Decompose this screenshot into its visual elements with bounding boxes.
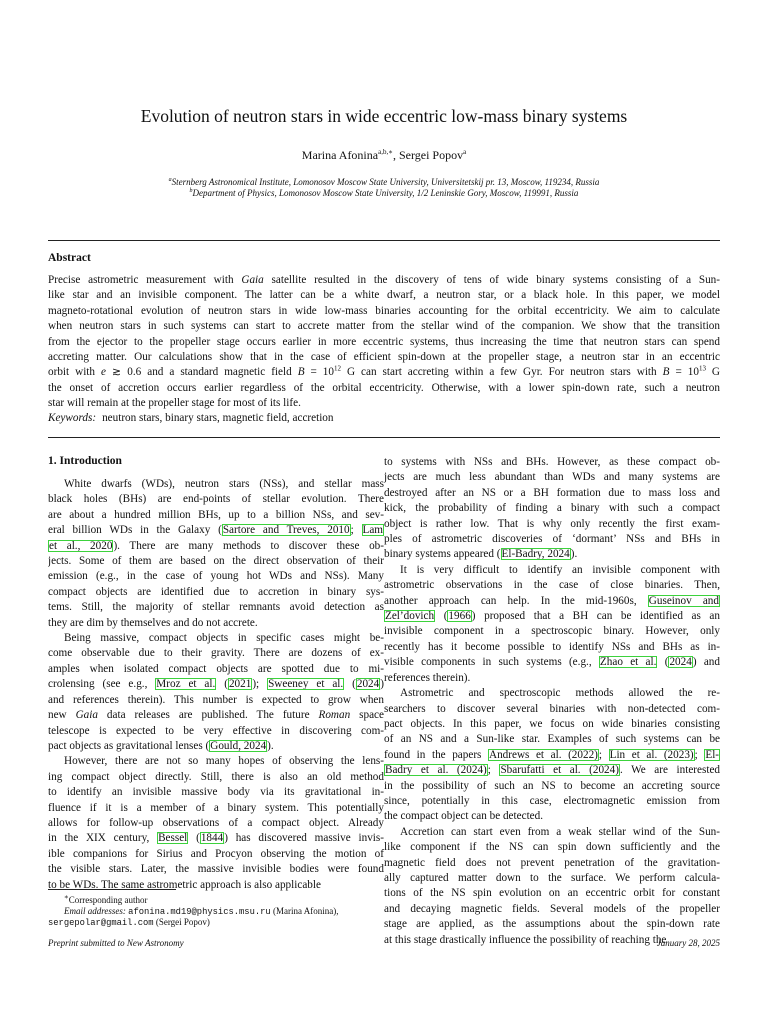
- text-line: It is very difficult to identify an invisible component with: [400, 563, 720, 576]
- citation-link[interactable]: Badry et al. (2024): [385, 764, 487, 777]
- text-line: Being massive, compact objects in specific cases might be-: [64, 632, 384, 645]
- affiliation: [0, 186, 768, 199]
- text-line: destroyed after an NS or a BH formation due to mass loss and: [384, 486, 720, 499]
- text-line: amples when isolated compact objects are spotted due to mi-: [48, 662, 384, 675]
- abstract-top-rule: [48, 240, 720, 241]
- author-marks: a: [463, 148, 467, 156]
- citation-link[interactable]: Guseinov and: [648, 594, 719, 607]
- text-line: and decaying magnetic fields. Several models of the propeller: [384, 902, 720, 915]
- text-line: ible companions for Sirius and Procyon observing the motion of: [48, 847, 384, 860]
- author-name: Marina Afonina: [301, 148, 379, 162]
- footer-preprint: Preprint submitted to New Astronomy: [48, 938, 184, 948]
- abstract-body: [48, 273, 720, 412]
- left-column: [48, 477, 384, 893]
- citation-link[interactable]: Gould, 2024: [210, 739, 267, 752]
- citation-link[interactable]: Sbarufatti et al. (2024): [500, 764, 619, 777]
- footer-date: January 28, 2025: [656, 938, 720, 948]
- text-line: are about a hundred million BHs, up to a billion NSs, and sev-: [48, 508, 384, 521]
- text-line: White dwarfs (WDs), neutron stars (NSs), and stellar mass: [64, 478, 384, 490]
- text-line: searchers to discover several binaries with non-detected com-: [384, 702, 720, 715]
- text-line: fluence if it is a member of a binary system. This potentially: [48, 801, 384, 814]
- citation-link[interactable]: Andrews et al. (2022): [489, 748, 598, 761]
- citation-link[interactable]: El-: [705, 748, 720, 761]
- text-line: allows for follow-up observations of a compact object. Already: [48, 816, 384, 829]
- text-line: recently has it become possible to identify NSs and BHs as in-: [384, 640, 720, 653]
- email-link-popov[interactable]: sergepolar@gmail.com: [48, 918, 154, 928]
- text-line: stage are applied, as the assumptions about the spin-down rate: [384, 918, 720, 931]
- affiliation-mark: a: [168, 177, 172, 183]
- text-line: tions of the NS spin evolution on an eccentric orbit for constant: [384, 887, 720, 900]
- text-line: to systems with NSs and BHs. However, as these compact ob-: [384, 456, 720, 468]
- text-line: the onset of accretion occurs earlier regardless of the orbital eccentricity. Otherwise, with a lower spin-down rate, such a neutron: [48, 381, 720, 394]
- text-line: crolensing (see e.g., Mroz et al. (2021); Sweeney et al. (2024): [48, 678, 384, 691]
- paragraph: [384, 825, 720, 948]
- affiliation-mark: b: [189, 188, 193, 194]
- text-line: the compact object can be detected.: [384, 810, 544, 823]
- citation-link[interactable]: Lam: [362, 524, 384, 537]
- text-line: Precise astrometric measurement with Gaia satellite resulted in the discovery of tens of wide binary systems consisting of a Sun-: [48, 274, 720, 286]
- text-line: the visible stars. Later, the massive invisible bodies were found: [48, 863, 384, 876]
- text-line: ally captured matter down to the surface. We perform calcula-: [384, 871, 720, 884]
- keywords-text: neutron stars, binary stars, magnetic field, accretion: [102, 412, 334, 424]
- text-line: et al., 2020). There are many methods to discover these ob-: [49, 539, 384, 552]
- author-marks: a,b,∗: [378, 148, 393, 156]
- citation-link[interactable]: Sartore and Treves, 2010: [222, 524, 350, 537]
- text-line: new Gaia data releases are published. The future Roman space: [48, 709, 384, 722]
- affiliation-text: Department of Physics, Lomonosov Moscow State University, 1/2 Leninskie Gory, Moscow, 119991, Russia: [192, 188, 579, 198]
- text-line: another approach can help. In the mid-1960s, Guseinov and: [384, 594, 719, 607]
- text-line: Zel’dovich (1966) proposed that a BH can be identified as an: [385, 610, 720, 623]
- citation-link[interactable]: Bessel: [158, 832, 188, 845]
- text-line: compact objects are identified due to accretion in binary sys-: [48, 585, 384, 598]
- text-line: accreting matter. Our calculations show that in the case of efficient spin-down at the propeller stage, a neutron star in an eccentric: [48, 351, 720, 364]
- citation-link[interactable]: Lin et al. (2023): [609, 748, 694, 761]
- paragraph: [48, 754, 384, 893]
- text-line: telescope is expected to be very effective in discovering com-: [48, 724, 384, 737]
- author-name: Sergei Popov: [398, 148, 464, 162]
- citation-link[interactable]: 2021: [228, 678, 252, 691]
- text-line: when neutron stars in such systems can start to accrete matter from the stellar wind of the companion. We show that the transition: [48, 320, 720, 333]
- citation-link[interactable]: Mroz et al.: [156, 678, 216, 691]
- footnote-corresponding-text: Corresponding author: [68, 895, 148, 905]
- text-line: in the possibility of such an NS to become an accreting source: [384, 779, 720, 792]
- text-line: at this stage drastically influence the possibility of reaching the: [384, 933, 667, 946]
- citation-link[interactable]: 2024: [356, 678, 380, 691]
- abstract-bottom-rule: [48, 437, 720, 438]
- paragraph: [48, 477, 384, 631]
- text-line: they are dim by themselves and do not accrete.: [48, 616, 258, 629]
- affiliation-text: Sternberg Astronomical Institute, Lomonosov Moscow State University, Universitetskij pr. 13, Moscow, 119234, Russia: [171, 177, 600, 187]
- text-line: references therein).: [384, 671, 471, 684]
- text-line: found in the papers Andrews et al. (2022); Lin et al. (2023); El-: [384, 748, 720, 761]
- text-line: come observable due to their gravity. There are dozens of ex-: [48, 647, 384, 660]
- abstract-heading: Abstract: [48, 252, 91, 264]
- text-line: of an NS and a Sun-like star. Examples of such systems can be: [384, 733, 720, 746]
- citation-link[interactable]: Sweeney et al.: [268, 678, 344, 691]
- citation-link[interactable]: 1966: [448, 610, 471, 623]
- text-line: However, there are not so many hopes of observing the lens-: [64, 755, 384, 768]
- text-line: magnetic field does not prevent penetration of the gravitation-: [384, 856, 720, 869]
- citation-link[interactable]: Zhao et al.: [599, 656, 657, 669]
- text-line: to be WDs. The same astrometric approach is also applicable: [48, 878, 321, 891]
- email-owner: (Marina Afonina),: [272, 906, 339, 916]
- text-line: star will remain at the propeller stage for most of its life.: [48, 397, 301, 410]
- text-line: kick, the probability of finding a binary with such a compact: [384, 502, 720, 515]
- citation-link[interactable]: 2024: [669, 656, 692, 669]
- text-line: Badry et al. (2024); Sbarufatti et al. (2024). We are interested: [385, 764, 720, 777]
- paragraph: [384, 563, 720, 686]
- paragraph: [384, 686, 720, 825]
- text-line: magneto-rotational evolution of neutron stars in wide low-mass binaries accounting for the orbital eccentricity. We aim to calculate: [48, 304, 720, 317]
- text-line: ing compact object directly. Still, there is also an old method: [48, 770, 384, 783]
- paragraph: [48, 631, 384, 754]
- paragraph: [384, 455, 720, 563]
- email-owner: (Sergei Popov): [155, 917, 210, 927]
- text-line: astrometric observations in the case of close binaries. Then,: [384, 579, 720, 592]
- email-label: Email addresses:: [64, 906, 126, 916]
- text-line: ples of astrometric discoveries of ‘dormant’ NSs and BHs in: [384, 533, 720, 546]
- citation-link[interactable]: et al., 2020: [49, 539, 113, 552]
- text-line: jects. Some of them are based on the direct observation of their: [48, 555, 384, 568]
- text-line: invisible component in a spectroscopic binary. However, only: [384, 625, 720, 638]
- text-line: Accretion can start even from a weak stellar wind of the Sun-: [400, 825, 720, 838]
- text-line: like star and an invisible component. The latter can be a white dwarf, a neutron star, or a black hole. In this paper, we model: [48, 289, 720, 302]
- citation-link[interactable]: 1844: [200, 832, 224, 845]
- footnote-mark: ∗: [64, 893, 69, 901]
- citation-link[interactable]: El-Badry, 2024: [501, 548, 570, 561]
- text-line: and references therein). This number is expected to grow when: [48, 693, 384, 706]
- text-line: visible components in such systems (e.g., Zhao et al. (2024) and: [384, 656, 720, 669]
- right-column: [384, 455, 720, 948]
- keywords-label: Keywords:: [48, 412, 97, 424]
- text-line: jects are much less abundant than WDs and many systems are: [384, 471, 720, 484]
- footnote-rule: [48, 889, 176, 890]
- text-line: orbit with e ≳ 0.6 and a standard magnetic field $B = 10^{12}$ G can start accreting within a few Gyr. For neutron stars with $B = 10^{13}$ G: [48, 365, 720, 379]
- text-line: emission (e.g., in the case of young hot WDs and NSs). Many: [48, 570, 384, 583]
- text-line: binary systems appeared (El-Badry, 2024).: [384, 548, 578, 561]
- text-line: eral billion WDs in the Galaxy (Sartore and Treves, 2010; Lam: [48, 524, 384, 537]
- text-line: in the XIX century, Bessel (1844) has discovered massive invis-: [48, 832, 384, 845]
- text-line: tems. Still, the majority of stellar remnants avoid detection as: [48, 601, 384, 614]
- author-list: Marina Afonina$^{a,b,∗}$, Sergei Popov$^a$: [301, 148, 467, 162]
- citation-link[interactable]: Zel’dovich: [385, 610, 435, 623]
- text-line: pact objects as gravitational lenses (Gould, 2024).: [48, 739, 274, 752]
- text-line: black holes (BHs) are end-points of stellar evolution. There: [48, 493, 384, 506]
- paper-title: Evolution of neutron stars in wide eccentric low-mass binary systems: [140, 106, 628, 126]
- text-line: Astrometric and spectroscopic methods allowed the re-: [400, 687, 720, 700]
- text-line: from the ejector to the propeller stage occurs earlier in more eccentric systems, thus increasing the time that neutron stars can spend: [48, 335, 720, 348]
- text-line: object is rather low. That is why only recently the first exam-: [384, 517, 720, 530]
- keywords: [48, 412, 334, 424]
- text-line: like component if the NS can spin down sufficiently and the: [384, 841, 720, 854]
- text-line: pact objects. In this paper, we focus on wide binaries consisting: [384, 717, 720, 730]
- section-heading: 1. Introduction: [48, 455, 122, 467]
- text-line: to identify an invisible massive body via its gravitational in-: [48, 786, 384, 799]
- footnote-emails-cont: [48, 916, 384, 929]
- email-link-afonina[interactable]: afonina.md19@physics.msu.ru: [128, 907, 271, 917]
- text-line: since, potentially in this case, electromagnetic emission from: [384, 794, 720, 807]
